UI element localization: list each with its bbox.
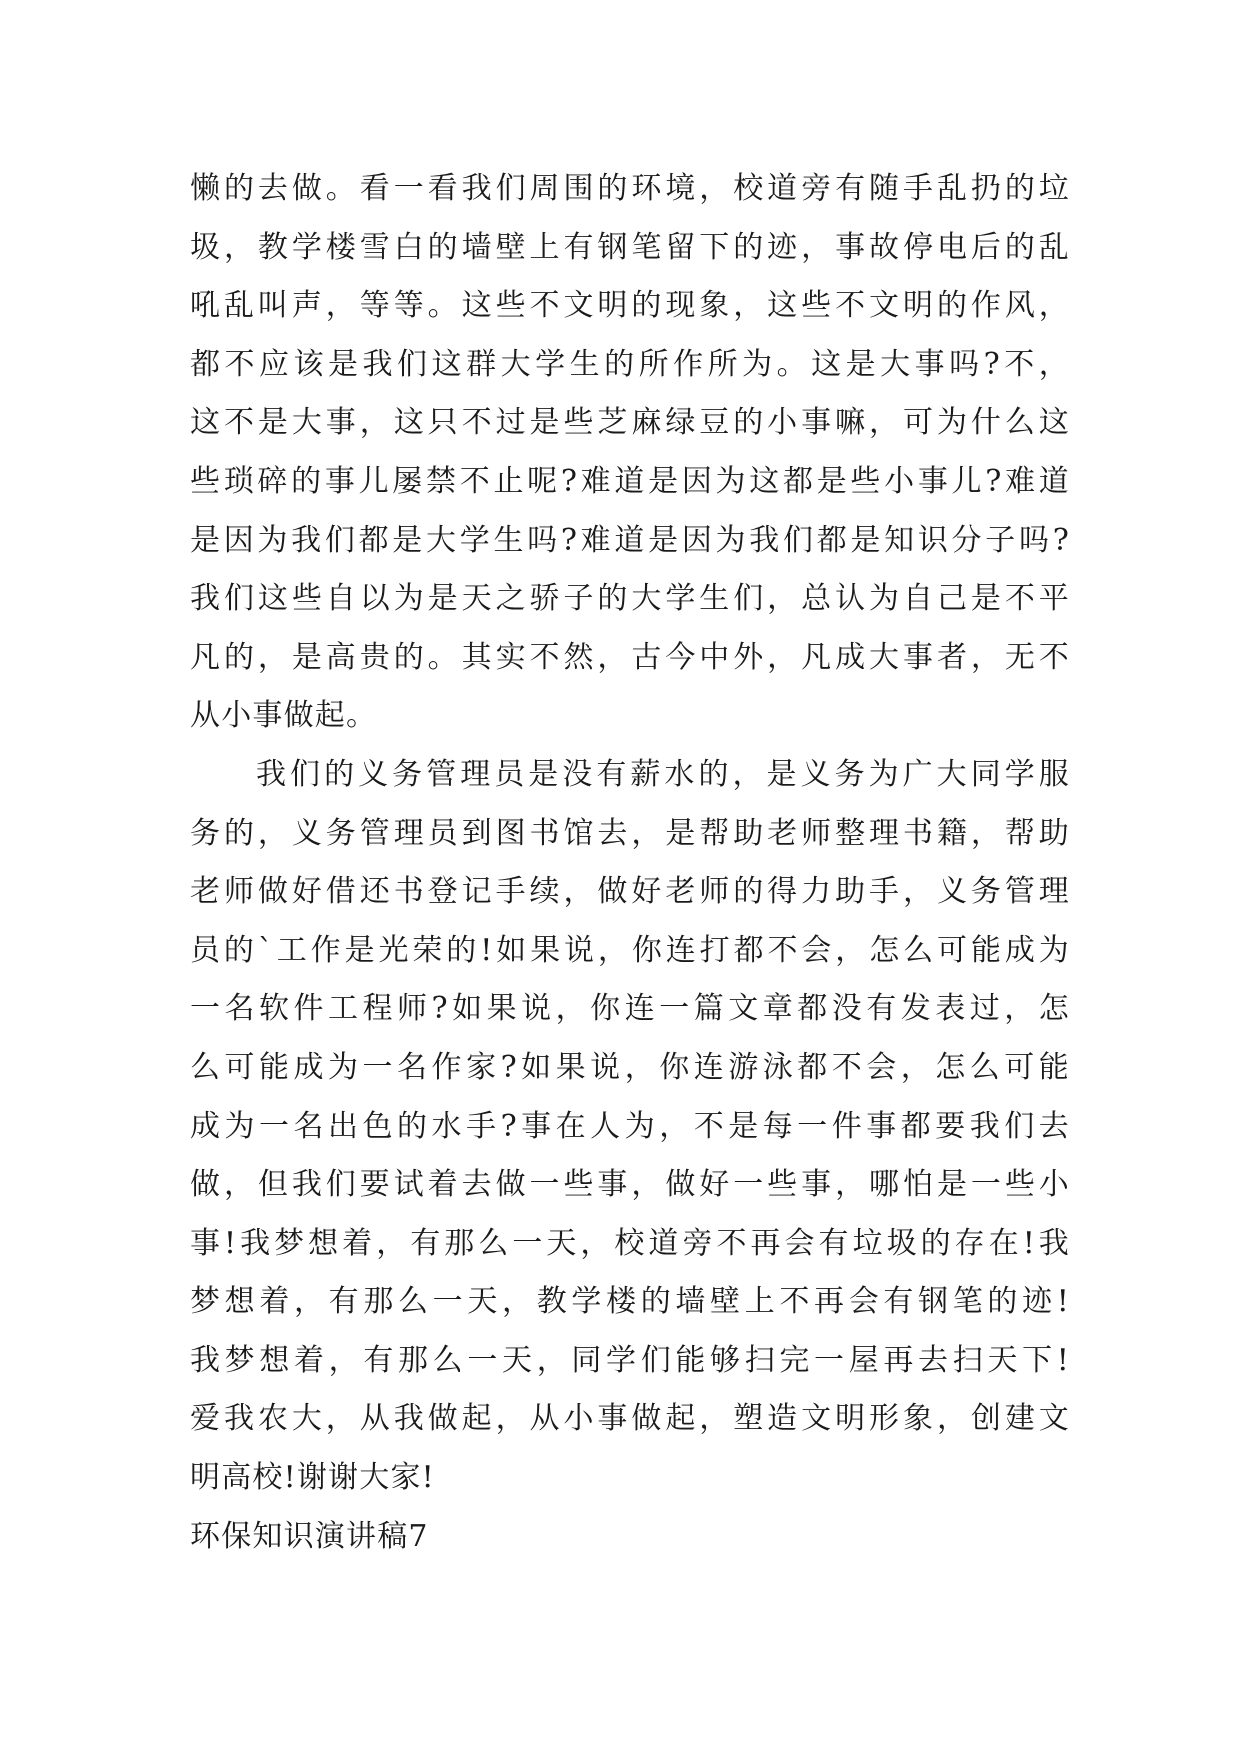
paragraph-line: 老师做好借还书登记手续，做好老师的得力助手，义务管理 <box>190 874 1070 910</box>
paragraph-line: 员的`工作是光荣的!如果说，你连打都不会，怎么可能成为 <box>190 932 1070 968</box>
paragraph-line: 梦想着，有那么一天，教学楼的墙壁上不再会有钢笔的迹! <box>190 1284 1070 1320</box>
paragraph-line: 明高校!谢谢大家! <box>190 1460 435 1496</box>
paragraph-line: 这不是大事，这只不过是些芝麻绿豆的小事嘛，可为什么这 <box>190 405 1070 441</box>
paragraph-line: 做，但我们要试着去做一些事，做好一些事，哪怕是一些小 <box>190 1167 1070 1203</box>
paragraph-line: 都不应该是我们这群大学生的所作所为。这是大事吗?不， <box>190 346 1070 382</box>
paragraph-line: 爱我农大，从我做起，从小事做起，塑造文明形象，创建文 <box>190 1401 1070 1437</box>
paragraph-line: 务的，义务管理员到图书馆去，是帮助老师整理书籍，帮助 <box>190 815 1070 851</box>
paragraph-line: 圾，教学楼雪白的墙壁上有钢笔留下的迹，事故停电后的乱 <box>190 229 1070 265</box>
section-heading: 环保知识演讲稿7 <box>190 1518 429 1554</box>
paragraph-line: 我们的义务管理员是没有薪水的，是义务为广大同学服 <box>256 756 1070 792</box>
paragraph-line: 我们这些自以为是天之骄子的大学生们，总认为自己是不平 <box>190 581 1070 617</box>
paragraph-line: 我梦想着，有那么一天，同学们能够扫完一屋再去扫天下! <box>190 1342 1070 1378</box>
document-body <box>190 160 1070 1566</box>
paragraph-line: 从小事做起。 <box>190 698 378 734</box>
paragraph-line: 成为一名出色的水手?事在人为，不是每一件事都要我们去 <box>190 1108 1070 1144</box>
paragraph-line: 事!我梦想着，有那么一天，校道旁不再会有垃圾的存在!我 <box>190 1225 1070 1261</box>
paragraph-line: 些琐碎的事儿屡禁不止呢?难道是因为这都是些小事儿?难道 <box>190 463 1070 499</box>
paragraph-line: 凡的，是高贵的。其实不然，古今中外，凡成大事者，无不 <box>190 639 1070 675</box>
paragraph-line: 么可能成为一名作家?如果说，你连游泳都不会，怎么可能 <box>190 1049 1070 1085</box>
paragraph-line: 懒的去做。看一看我们周围的环境，校道旁有随手乱扔的垃 <box>190 171 1070 206</box>
paragraph-line: 一名软件工程师?如果说，你连一篇文章都没有发表过，怎 <box>190 991 1070 1027</box>
paragraph-line: 吼乱叫声，等等。这些不文明的现象，这些不文明的作风， <box>190 288 1070 324</box>
paragraph-line: 是因为我们都是大学生吗?难道是因为我们都是知识分子吗? <box>190 522 1070 558</box>
